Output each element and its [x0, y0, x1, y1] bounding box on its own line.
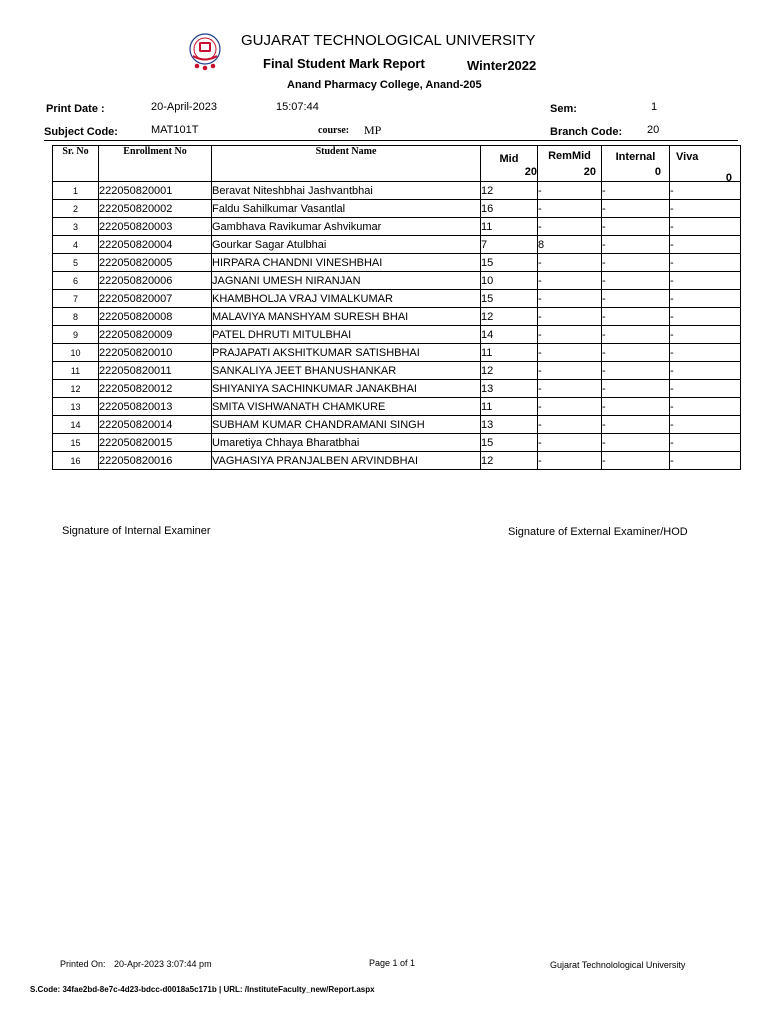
table-row — [53, 290, 741, 308]
cell-internal: - — [602, 452, 670, 470]
cell-student-name: SHIYANIYA SACHINKUMAR JANAKBHAI — [212, 380, 481, 398]
table-row — [53, 434, 741, 452]
cell-remmid: - — [538, 416, 602, 434]
cell-mid: 11 — [481, 218, 538, 236]
cell-mid: 15 — [481, 254, 538, 272]
cell-mid: 7 — [481, 236, 538, 254]
cell-enrollment: 222050820005 — [99, 254, 212, 272]
cell-mid: 16 — [481, 200, 538, 218]
col-header-mid — [481, 146, 538, 182]
cell-viva: - — [670, 218, 741, 236]
cell-student-name: Faldu Sahilkumar Vasantlal — [212, 200, 481, 218]
cell-enrollment: 222050820016 — [99, 452, 212, 470]
cell-internal: - — [602, 344, 670, 362]
cell-student-name: HIRPARA CHANDNI VINESHBHAI — [212, 254, 481, 272]
col-header-student-name: Student Name — [212, 146, 481, 182]
cell-enrollment: 222050820002 — [99, 200, 212, 218]
cell-sr-no: 2 — [53, 200, 99, 218]
cell-internal: - — [602, 362, 670, 380]
cell-enrollment: 222050820008 — [99, 308, 212, 326]
cell-internal: - — [602, 254, 670, 272]
cell-sr-no: 4 — [53, 236, 99, 254]
cell-enrollment: 222050820011 — [99, 362, 212, 380]
cell-sr-no: 9 — [53, 326, 99, 344]
cell-mid: 10 — [481, 272, 538, 290]
cell-mid: 12 — [481, 182, 538, 200]
table-row — [53, 398, 741, 416]
cell-mid: 13 — [481, 380, 538, 398]
col-header-remmid-label: RemMid — [548, 150, 591, 162]
print-time-value: 15:07:44 — [276, 101, 319, 113]
cell-student-name: Gambhava Ravikumar Ashvikumar — [212, 218, 481, 236]
cell-enrollment: 222050820007 — [99, 290, 212, 308]
table-header-row — [53, 146, 741, 182]
cell-sr-no: 14 — [53, 416, 99, 434]
cell-internal: - — [602, 290, 670, 308]
cell-remmid: - — [538, 290, 602, 308]
cell-mid: 13 — [481, 416, 538, 434]
cell-viva: - — [670, 308, 741, 326]
cell-enrollment: 222050820013 — [99, 398, 212, 416]
report-title: Final Student Mark Report — [263, 56, 425, 71]
cell-mid: 11 — [481, 398, 538, 416]
cell-viva: - — [670, 254, 741, 272]
print-date-value: 20-April-2023 — [151, 101, 218, 113]
cell-student-name: VAGHASIYA PRANJALBEN ARVINDBHAI — [212, 452, 481, 470]
cell-student-name: SMITA VISHWANATH CHAMKURE — [212, 398, 481, 416]
cell-internal: - — [602, 326, 670, 344]
cell-sr-no: 8 — [53, 308, 99, 326]
table-row — [53, 416, 741, 434]
branch-code-value: 20 — [647, 124, 660, 136]
cell-internal: - — [602, 398, 670, 416]
cell-student-name: PATEL DHRUTI MITULBHAI — [212, 326, 481, 344]
cell-internal: - — [602, 200, 670, 218]
table-row — [53, 344, 741, 362]
table-row — [53, 272, 741, 290]
col-header-internal — [602, 146, 670, 182]
course-label: course: — [318, 125, 350, 136]
cell-viva: - — [670, 434, 741, 452]
cell-internal: - — [602, 218, 670, 236]
sem-value: 1 — [651, 101, 658, 113]
table-row — [53, 326, 741, 344]
table-row — [53, 362, 741, 380]
cell-viva: - — [670, 236, 741, 254]
university-seal-icon — [183, 32, 227, 72]
cell-remmid: - — [538, 254, 602, 272]
col-header-mid-max: 20 — [524, 166, 537, 178]
table-row — [53, 308, 741, 326]
cell-mid: 12 — [481, 308, 538, 326]
cell-viva: - — [670, 398, 741, 416]
cell-remmid: - — [538, 434, 602, 452]
cell-sr-no: 11 — [53, 362, 99, 380]
cell-viva: - — [670, 290, 741, 308]
cell-viva: - — [670, 344, 741, 362]
table-row — [53, 452, 741, 470]
cell-remmid: - — [538, 344, 602, 362]
cell-mid: 11 — [481, 344, 538, 362]
cell-mid: 15 — [481, 290, 538, 308]
table-row — [53, 200, 741, 218]
cell-sr-no: 13 — [53, 398, 99, 416]
cell-internal: - — [602, 308, 670, 326]
col-header-mid-label: Mid — [499, 153, 519, 165]
col-header-remmid-max: 20 — [583, 166, 596, 178]
table-row — [53, 254, 741, 272]
cell-enrollment: 222050820001 — [99, 182, 212, 200]
sem-label: Sem: — [550, 103, 577, 115]
printed-on-value: 20-Apr-2023 3:07:44 pm — [114, 959, 212, 969]
col-header-viva-label: Viva — [676, 151, 699, 163]
cell-remmid: - — [538, 218, 602, 236]
cell-internal: - — [602, 182, 670, 200]
cell-viva: - — [670, 272, 741, 290]
marks-table — [52, 145, 741, 470]
cell-sr-no: 3 — [53, 218, 99, 236]
print-date-label: Print Date : — [46, 103, 105, 115]
cell-enrollment: 222050820006 — [99, 272, 212, 290]
cell-student-name: KHAMBHOLJA VRAJ VIMALKUMAR — [212, 290, 481, 308]
cell-internal: - — [602, 272, 670, 290]
cell-enrollment: 222050820009 — [99, 326, 212, 344]
internal-examiner-signature: Signature of Internal Examiner — [62, 525, 211, 537]
cell-sr-no: 7 — [53, 290, 99, 308]
cell-sr-no: 10 — [53, 344, 99, 362]
cell-viva: - — [670, 380, 741, 398]
cell-remmid: - — [538, 452, 602, 470]
college-name: Anand Pharmacy College, Anand-205 — [287, 79, 482, 91]
cell-viva: - — [670, 326, 741, 344]
course-value: MP — [364, 123, 382, 137]
cell-sr-no: 6 — [53, 272, 99, 290]
cell-student-name: JAGNANI UMESH NIRANJAN — [212, 272, 481, 290]
cell-remmid: - — [538, 326, 602, 344]
cell-remmid: - — [538, 182, 602, 200]
session: Winter2022 — [467, 58, 537, 73]
col-header-enrollment: Enrollment No — [99, 146, 212, 182]
cell-mid: 12 — [481, 452, 538, 470]
external-examiner-signature: Signature of External Examiner/HOD — [508, 526, 688, 538]
page-number: Page 1 of 1 — [369, 958, 416, 968]
cell-student-name: PRAJAPATI AKSHITKUMAR SATISHBHAI — [212, 344, 481, 362]
printed-on-label: Printed On: — [60, 959, 106, 969]
cell-viva: - — [670, 200, 741, 218]
cell-student-name: SANKALIYA JEET BHANUSHANKAR — [212, 362, 481, 380]
cell-viva: - — [670, 182, 741, 200]
table-row — [53, 218, 741, 236]
cell-remmid: - — [538, 398, 602, 416]
cell-sr-no: 5 — [53, 254, 99, 272]
cell-student-name: Umaretiya Chhaya Bharatbhai — [212, 434, 481, 452]
col-header-viva-max: 0 — [725, 172, 732, 184]
source-code-url: S.Code: 34fae2bd-8e7c-4d23-bdcc-d0018a5c171b | URL: /InstituteFaculty_new/Report.aspx — [30, 985, 375, 994]
branch-code-label: Branch Code: — [550, 126, 623, 138]
table-row — [53, 380, 741, 398]
cell-student-name: SUBHAM KUMAR CHANDRAMANI SINGH — [212, 416, 481, 434]
cell-mid: 14 — [481, 326, 538, 344]
cell-remmid: - — [538, 272, 602, 290]
footer-organization: Gujarat Technolological University — [550, 960, 686, 970]
cell-student-name: MALAVIYA MANSHYAM SURESH BHAI — [212, 308, 481, 326]
cell-enrollment: 222050820004 — [99, 236, 212, 254]
col-header-remmid — [538, 146, 602, 182]
cell-internal: - — [602, 380, 670, 398]
cell-sr-no: 12 — [53, 380, 99, 398]
cell-enrollment: 222050820010 — [99, 344, 212, 362]
cell-remmid: - — [538, 380, 602, 398]
cell-internal: - — [602, 236, 670, 254]
table-row — [53, 182, 741, 200]
university-name: GUJARAT TECHNOLOGICAL UNIVERSITY — [241, 32, 536, 49]
cell-student-name: Beravat Niteshbhai Jashvantbhai — [212, 182, 481, 200]
cell-enrollment: 222050820014 — [99, 416, 212, 434]
subject-code-value: MAT101T — [151, 124, 199, 136]
cell-remmid: - — [538, 362, 602, 380]
col-header-viva — [670, 146, 741, 182]
header-rule — [44, 140, 738, 141]
cell-mid: 12 — [481, 362, 538, 380]
cell-viva: - — [670, 452, 741, 470]
cell-remmid: - — [538, 308, 602, 326]
cell-viva: - — [670, 416, 741, 434]
cell-enrollment: 222050820015 — [99, 434, 212, 452]
cell-enrollment: 222050820012 — [99, 380, 212, 398]
cell-remmid: 8 — [538, 236, 602, 254]
cell-internal: - — [602, 434, 670, 452]
cell-viva: - — [670, 362, 741, 380]
cell-sr-no: 15 — [53, 434, 99, 452]
cell-remmid: - — [538, 200, 602, 218]
table-row — [53, 236, 741, 254]
cell-internal: - — [602, 416, 670, 434]
cell-sr-no: 16 — [53, 452, 99, 470]
subject-code-label: Subject Code: — [44, 126, 118, 138]
cell-sr-no: 1 — [53, 182, 99, 200]
col-header-sr-no: Sr. No — [53, 146, 99, 182]
cell-student-name: Gourkar Sagar Atulbhai — [212, 236, 481, 254]
cell-enrollment: 222050820003 — [99, 218, 212, 236]
col-header-internal-max: 0 — [654, 166, 661, 178]
col-header-internal-label: Internal — [615, 151, 656, 163]
cell-mid: 15 — [481, 434, 538, 452]
